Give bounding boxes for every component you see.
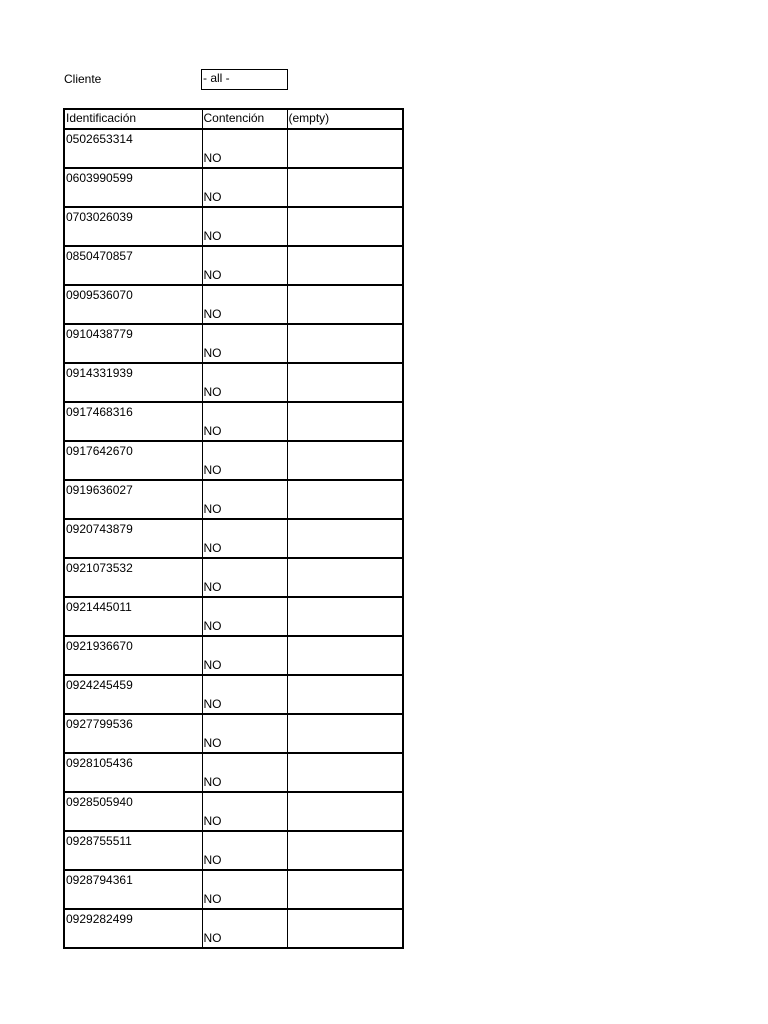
cell-empty <box>287 675 403 714</box>
cell-identificacion: 0910438779 <box>64 324 202 363</box>
table-row <box>64 441 403 480</box>
filter-label-cliente: Cliente <box>64 72 102 86</box>
cell-identificacion: 0502653314 <box>64 129 202 168</box>
table-row <box>64 753 403 792</box>
table-row <box>64 519 403 558</box>
cell-identificacion: 0921073532 <box>64 558 202 597</box>
cell-contencion: NO <box>202 597 287 636</box>
cell-empty <box>287 285 403 324</box>
cell-identificacion: 0850470857 <box>64 246 202 285</box>
cell-identificacion: 0929282499 <box>64 909 202 948</box>
cell-contencion: NO <box>202 831 287 870</box>
cell-empty <box>287 519 403 558</box>
cell-identificacion: 0920743879 <box>64 519 202 558</box>
column-header-empty[interactable]: (empty) <box>287 109 403 129</box>
cell-empty <box>287 129 403 168</box>
cell-contencion: NO <box>202 714 287 753</box>
cell-contencion: NO <box>202 402 287 441</box>
cell-contencion: NO <box>202 363 287 402</box>
table-row <box>64 675 403 714</box>
cell-identificacion: 0921936670 <box>64 636 202 675</box>
cell-identificacion: 0928794361 <box>64 870 202 909</box>
cell-contencion: NO <box>202 324 287 363</box>
pivot-table <box>63 108 404 949</box>
table-header-row <box>64 109 403 129</box>
cell-identificacion: 0928755511 <box>64 831 202 870</box>
table-row <box>64 909 403 948</box>
cell-contencion: NO <box>202 792 287 831</box>
cell-identificacion: 0919636027 <box>64 480 202 519</box>
table-body <box>64 129 403 948</box>
table-row <box>64 714 403 753</box>
table-row <box>64 207 403 246</box>
cell-empty <box>287 363 403 402</box>
cell-contencion: NO <box>202 909 287 948</box>
table-row <box>64 285 403 324</box>
table-row <box>64 597 403 636</box>
table-row <box>64 324 403 363</box>
table-row <box>64 636 403 675</box>
cell-identificacion: 0703026039 <box>64 207 202 246</box>
cell-empty <box>287 207 403 246</box>
table-row <box>64 870 403 909</box>
table-row <box>64 558 403 597</box>
cell-empty <box>287 402 403 441</box>
cell-contencion: NO <box>202 168 287 207</box>
cell-identificacion: 0603990599 <box>64 168 202 207</box>
table-row <box>64 480 403 519</box>
cell-empty <box>287 870 403 909</box>
table-row <box>64 363 403 402</box>
cell-identificacion: 0917642670 <box>64 441 202 480</box>
cliente-filter-select[interactable]: - all - <box>201 69 288 90</box>
cell-empty <box>287 792 403 831</box>
cell-contencion: NO <box>202 870 287 909</box>
cell-contencion: NO <box>202 558 287 597</box>
cell-contencion: NO <box>202 129 287 168</box>
table-row <box>64 831 403 870</box>
cell-contencion: NO <box>202 636 287 675</box>
cell-empty <box>287 714 403 753</box>
cell-empty <box>287 324 403 363</box>
cell-empty <box>287 597 403 636</box>
cell-empty <box>287 246 403 285</box>
cell-contencion: NO <box>202 285 287 324</box>
cell-identificacion: 0909536070 <box>64 285 202 324</box>
cell-identificacion: 0921445011 <box>64 597 202 636</box>
cell-contencion: NO <box>202 207 287 246</box>
cell-empty <box>287 480 403 519</box>
cell-empty <box>287 909 403 948</box>
cell-contencion: NO <box>202 519 287 558</box>
cell-empty <box>287 753 403 792</box>
cell-empty <box>287 636 403 675</box>
cell-identificacion: 0928505940 <box>64 792 202 831</box>
table-row <box>64 129 403 168</box>
cell-empty <box>287 168 403 207</box>
cell-identificacion: 0924245459 <box>64 675 202 714</box>
cell-empty <box>287 441 403 480</box>
cell-identificacion: 0914331939 <box>64 363 202 402</box>
cell-contencion: NO <box>202 441 287 480</box>
column-header-identificacion[interactable]: Identificación <box>64 109 202 129</box>
cell-contencion: NO <box>202 753 287 792</box>
cell-identificacion: 0928105436 <box>64 753 202 792</box>
cell-contencion: NO <box>202 675 287 714</box>
table-row <box>64 402 403 441</box>
cell-empty <box>287 831 403 870</box>
cell-empty <box>287 558 403 597</box>
cell-contencion: NO <box>202 480 287 519</box>
table-row <box>64 168 403 207</box>
cell-contencion: NO <box>202 246 287 285</box>
cell-identificacion: 0927799536 <box>64 714 202 753</box>
column-header-contencion[interactable]: Contención <box>202 109 287 129</box>
table-row <box>64 792 403 831</box>
cell-identificacion: 0917468316 <box>64 402 202 441</box>
table-row <box>64 246 403 285</box>
